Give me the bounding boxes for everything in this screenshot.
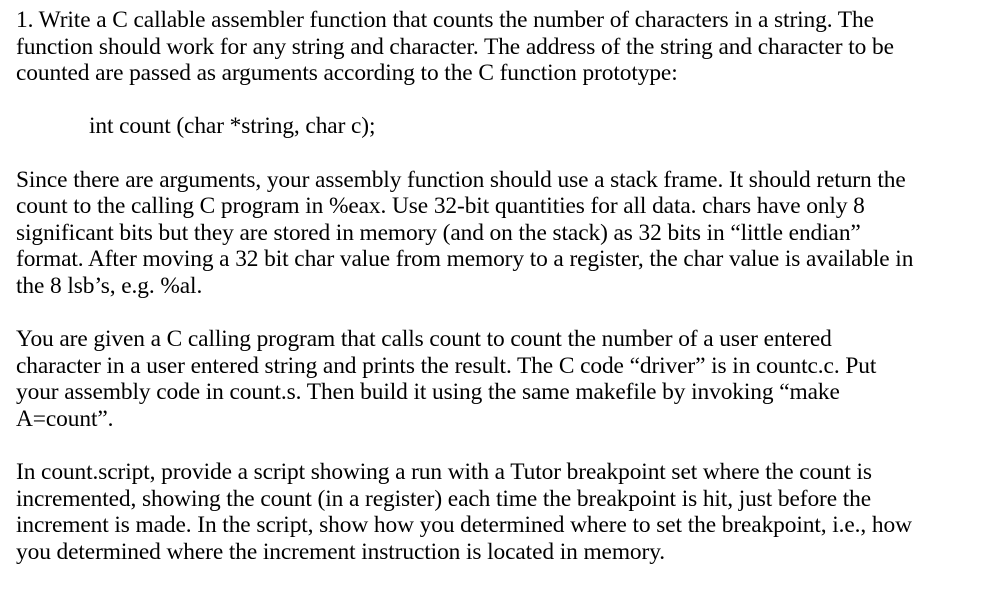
- text-line: In count.script, provide a script showing a run with a Tutor breakpoint set where the count is: [16, 459, 872, 486]
- intro-paragraph: [16, 7, 992, 87]
- paragraph-gap: [16, 87, 992, 114]
- text-line: increment is made. In the script, show how you determined where to set the breakpoint, i.e., how: [16, 512, 912, 539]
- text-line: you determined where the increment instruction is located in memory.: [16, 538, 666, 565]
- text-line: character in a user entered string and prints the result. The C code “driver” is in countc.c. Put: [16, 352, 877, 379]
- function-prototype: int count (char *string, char c);: [89, 113, 376, 140]
- script-paragraph: [16, 459, 992, 565]
- text-line: A=count”.: [16, 405, 114, 432]
- paragraph-gap: [16, 300, 992, 327]
- text-line: counted are passed as arguments according to the C function prototype:: [16, 60, 678, 87]
- text-line: incremented, showing the count (in a register) each time the breakpoint is hit, just before the: [16, 485, 872, 512]
- text-line: your assembly code in count.s. Then build it using the same makefile by invoking “make: [16, 379, 840, 406]
- text-line: the 8 lsb’s, e.g. %al.: [16, 272, 203, 299]
- stack-frame-paragraph: [16, 167, 992, 300]
- text-line: format. After moving a 32 bit char value from memory to a register, the char value is available in: [16, 246, 914, 273]
- text-line: function should work for any string and character. The address of the string and character to be: [16, 33, 894, 60]
- text-line: significant bits but they are stored in memory (and on the stack) as 32 bits in “little endian”: [16, 219, 861, 246]
- text-line: count to the calling C program in %eax. Use 32-bit quantities for all data. chars have only 8: [16, 193, 865, 220]
- text-line: You are given a C calling program that calls count to count the number of a user entered: [16, 326, 832, 353]
- paragraph-gap: [16, 140, 992, 167]
- paragraph-gap: [16, 433, 992, 460]
- driver-paragraph: [16, 326, 992, 432]
- text-line: Since there are arguments, your assembly function should use a stack frame. It should return the: [16, 166, 906, 193]
- text-line: 1. Write a C callable assembler function that counts the number of characters in a string. The: [16, 7, 874, 33]
